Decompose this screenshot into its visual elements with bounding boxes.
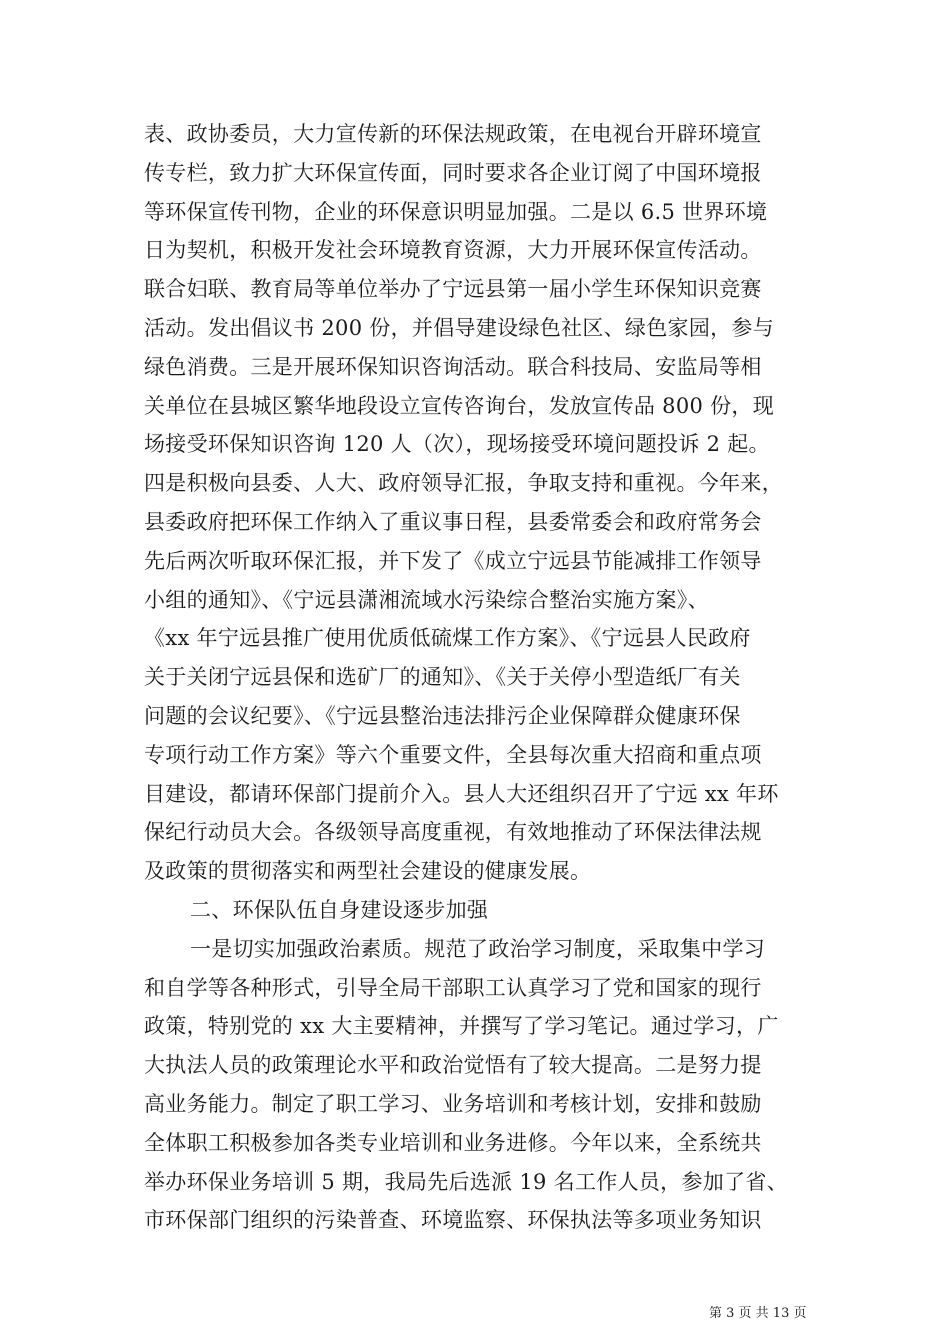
text-line: 保纪行动员大会。各级领导高度重视，有效地推动了环保法律法规 bbox=[144, 820, 762, 845]
text-line: 绿色消费。三是开展环保知识咨询活动。联合科技局、安监局等相 bbox=[144, 354, 762, 379]
text-line: 及政策的贯彻落实和两型社会建设的健康发展。 bbox=[144, 859, 592, 884]
text-line: 表、政协委员，大力宣传新的环保法规政策，在电视台开辟环境宣 bbox=[144, 122, 762, 146]
text-line: 专项行动工作方案》等六个重要文件，全县每次重大招商和重点项 bbox=[144, 742, 762, 767]
text-line: 先后两次听取环保汇报，并下发了《成立宁远县节能减排工作领导 bbox=[144, 548, 762, 573]
text-line: 高业务能力。制定了职工学习、业务培训和考核计划，安排和鼓励 bbox=[144, 1091, 762, 1116]
section-heading: 二、环保队伍自身建设逐步加强 bbox=[190, 897, 489, 922]
text-line: 全体职工积极参加各类专业培训和业务进修。今年以来，全系统共 bbox=[144, 1130, 762, 1155]
text-line: 联合妇联、教育局等单位举办了宁远县第一届小学生环保知识竞赛 bbox=[144, 277, 762, 302]
text-line: 传专栏，致力扩大环保宣传面，同时要求各企业订阅了中国环境报 bbox=[144, 160, 762, 185]
text-line: 《xx 年宁远县推广使用优质低硫煤工作方案》、《宁远县人民政府 bbox=[144, 626, 751, 651]
text-line: 县委政府把环保工作纳入了重议事日程，县委常委会和政府常务会 bbox=[144, 509, 762, 534]
text-line: 举办环保业务培训 5 期，我局先后选派 19 名工作人员，参加了省、 bbox=[144, 1169, 788, 1194]
text-line: 小组的通知》、《宁远县潇湘流域水污染综合整治实施方案》、 bbox=[144, 587, 709, 612]
page-number-footer: 第 3 页 共 13 页 bbox=[709, 1306, 807, 1321]
text-line: 政策，特别党的 xx 大主要精神，并撰写了学习笔记。通过学习，广 bbox=[144, 1014, 779, 1039]
text-line: 大执法人员的政策理论水平和政治觉悟有了较大提高。二是努力提 bbox=[144, 1053, 762, 1078]
document-body bbox=[144, 115, 809, 1240]
text-line: 目建设，都请环保部门提前介入。县人大还组织召开了宁远 xx 年环 bbox=[144, 781, 779, 806]
text-line: 四是积极向县委、人大、政府领导汇报，争取支持和重视。今年来， bbox=[144, 471, 783, 496]
text-line: 市环保部门组织的污染普查、环境监察、环保执法等多项业务知识 bbox=[144, 1208, 762, 1233]
text-line: 场接受环保知识咨询 120 人（次），现场接受环境问题投诉 2 起。 bbox=[144, 432, 770, 457]
text-line: 活动。发出倡议书 200 份，并倡导建设绿色社区、绿色家园，参与 bbox=[144, 315, 775, 340]
text-line: 和自学等各种形式，引导全局干部职工认真学习了党和国家的现行 bbox=[144, 975, 762, 1000]
text-line: 关于关闭宁远县保和选矿厂的通知》、《关于关停小型造纸厂有关 bbox=[144, 665, 741, 690]
text-line: 日为契机，积极开发社会环境教育资源，大力开展环保宣传活动。 bbox=[144, 238, 762, 263]
text-line: 问题的会议纪要》、《宁远县整治违法排污企业保障群众健康环保 bbox=[144, 703, 741, 728]
text-line: 等环保宣传刊物，企业的环保意识明显加强。二是以 6.5 世界环境 bbox=[144, 199, 768, 224]
paragraph-first-line: 一是切实加强政治素质。规范了政治学习制度，采取集中学习 bbox=[190, 936, 766, 961]
text-line: 关单位在县城区繁华地段设立宣传咨询台，发放宣传品 800 份，现 bbox=[144, 393, 775, 418]
